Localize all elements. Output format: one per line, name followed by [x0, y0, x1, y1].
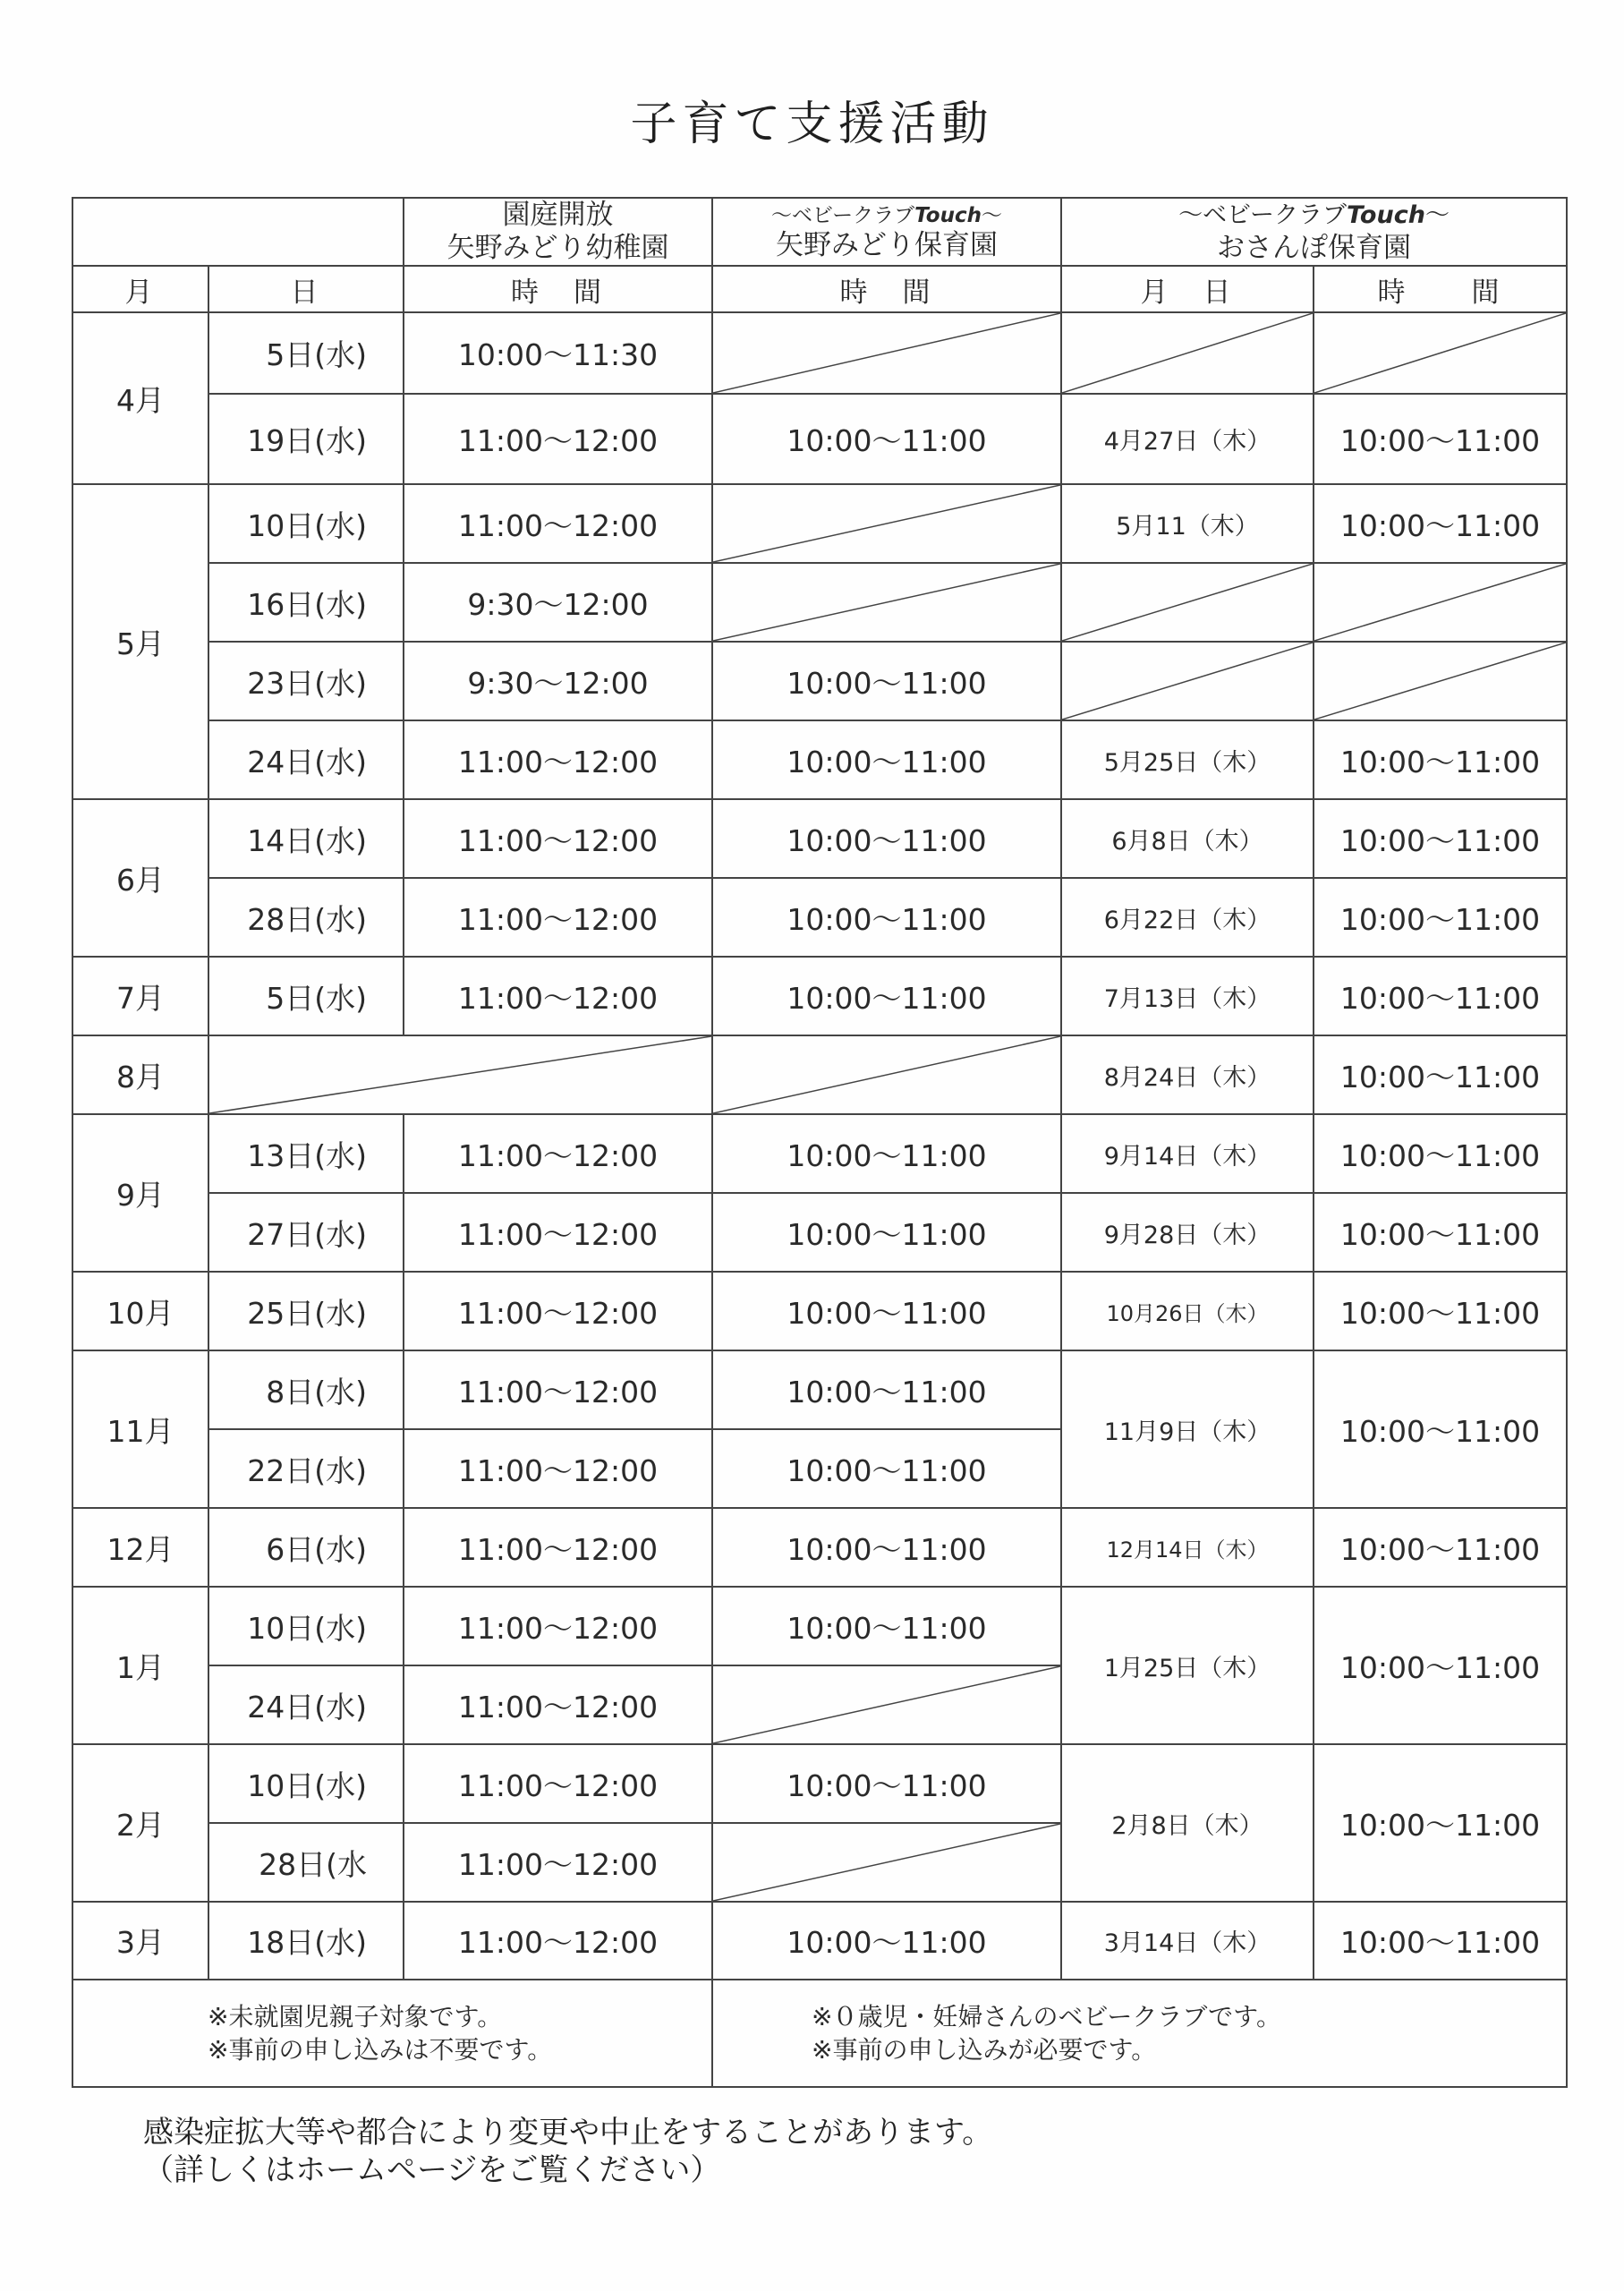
table-row [72, 1035, 1567, 1114]
osanpo-date-cell: 6月22日（木） [1061, 878, 1314, 957]
header-blank-cell [72, 198, 404, 266]
osanpo-time-cell: 10:00～11:00 [1314, 720, 1567, 799]
osanpo-time-cell: 10:00～11:00 [1314, 799, 1567, 878]
day-cell: 24日(水) [208, 1665, 404, 1744]
day-cell: 6日(水) [208, 1508, 404, 1587]
col-month: 月 [72, 266, 208, 312]
hoikuen-time-cell: 10:00～11:00 [712, 878, 1061, 957]
osanpo-time-cell: 10:00～11:00 [1314, 484, 1567, 563]
osanpo-time-cell: 10:00～11:00 [1314, 1587, 1567, 1744]
garden-time-cell: 11:00～12:00 [404, 1508, 712, 1587]
garden-time-cell: 11:00～12:00 [404, 1744, 712, 1823]
garden-time-cell: 11:00～12:00 [404, 1902, 712, 1980]
babyclub-tilde: ～ [982, 203, 1002, 227]
day-cell: 18日(水) [208, 1902, 404, 1980]
month-cell: 7月 [72, 957, 208, 1035]
empty-slash-cell [208, 1035, 712, 1114]
header-garden-open [404, 198, 712, 266]
osanpo-time-cell: 10:00～11:00 [1314, 1902, 1567, 1980]
hoikuen-time-cell: 10:00～11:00 [712, 1272, 1061, 1350]
col-monthday-osanpo: 月 日 [1061, 266, 1314, 312]
hoikuen-time-cell: 10:00～11:00 [712, 1429, 1061, 1508]
osanpo-time-cell: 10:00～11:00 [1314, 1508, 1567, 1587]
table-row [72, 957, 1567, 1035]
garden-time-cell: 9:30～12:00 [404, 563, 712, 642]
empty-slash-cell [712, 1823, 1061, 1902]
month-cell: 3月 [72, 1902, 208, 1980]
babyclub-label: ～ベビークラブ [770, 203, 915, 227]
garden-time-cell: 9:30～12:00 [404, 642, 712, 720]
garden-time-cell: 10:00～11:30 [404, 312, 712, 394]
table-row [72, 1587, 1567, 1665]
table-row [72, 394, 1567, 484]
table-row [72, 642, 1567, 720]
osanpo-date-cell: 9月28日（木） [1061, 1193, 1314, 1272]
garden-time-cell: 11:00～12:00 [404, 1587, 712, 1665]
month-cell: 9月 [72, 1114, 208, 1272]
garden-time-cell: 11:00～12:00 [404, 878, 712, 957]
empty-slash-cell [712, 1665, 1061, 1744]
footer-notice [143, 2114, 992, 2189]
touch-label: Touch [914, 203, 982, 227]
table-row [72, 878, 1567, 957]
empty-slash-cell [1314, 312, 1567, 394]
osanpo-time-cell: 10:00～11:00 [1314, 1272, 1567, 1350]
osanpo-date-cell: 6月8日（木） [1061, 799, 1314, 878]
garden-time-cell: 11:00～12:00 [404, 394, 712, 484]
day-cell: 10日(水) [208, 484, 404, 563]
table-row [72, 720, 1567, 799]
osanpo-date-cell: 10月26日（木） [1061, 1272, 1314, 1350]
month-cell: 8月 [72, 1035, 208, 1114]
note-line: ※未就園児親子対象です。 [208, 2002, 503, 2031]
day-cell: 10日(水) [208, 1587, 404, 1665]
month-cell: 6月 [72, 799, 208, 957]
hoikuen-time-cell: 10:00～11:00 [712, 1902, 1061, 1980]
empty-slash-cell [712, 1035, 1061, 1114]
header-row-2 [72, 266, 1567, 312]
osanpo-time-cell: 10:00～11:00 [1314, 878, 1567, 957]
table-row [72, 563, 1567, 642]
empty-slash-cell [1314, 642, 1567, 720]
osanpo-time-cell: 10:00～11:00 [1314, 957, 1567, 1035]
hoikuen-time-cell: 10:00～11:00 [712, 1587, 1061, 1665]
osanpo-date-cell: 1月25日（木） [1061, 1587, 1314, 1744]
table-row [72, 1114, 1567, 1193]
osanpo-date-cell: 5月25日（木） [1061, 720, 1314, 799]
table-row [72, 1193, 1567, 1272]
day-cell: 10日(水) [208, 1744, 404, 1823]
table-row [72, 1272, 1567, 1350]
day-cell: 23日(水) [208, 642, 404, 720]
notes-babyclub [712, 1980, 1567, 2087]
garden-time-cell: 11:00～12:00 [404, 799, 712, 878]
day-cell: 13日(水) [208, 1114, 404, 1193]
day-cell: 14日(水) [208, 799, 404, 878]
empty-slash-cell [1314, 563, 1567, 642]
empty-slash-cell [712, 484, 1061, 563]
col-time-garden: 時 間 [404, 266, 712, 312]
month-cell: 2月 [72, 1744, 208, 1902]
day-cell: 25日(水) [208, 1272, 404, 1350]
hoikuen-time-cell: 10:00～11:00 [712, 1350, 1061, 1429]
empty-slash-cell [1061, 312, 1314, 394]
garden-time-cell: 11:00～12:00 [404, 957, 712, 1035]
garden-time-cell: 11:00～12:00 [404, 1193, 712, 1272]
garden-time-cell: 11:00～12:00 [404, 1429, 712, 1508]
header-babyclub-hoikuen [712, 198, 1061, 266]
osanpo-time-cell: 10:00～11:00 [1314, 1193, 1567, 1272]
month-cell: 4月 [72, 312, 208, 484]
table-row [72, 1350, 1567, 1429]
header-babyclub-osanpo [1061, 198, 1567, 266]
day-cell: 16日(水) [208, 563, 404, 642]
hoikuen-time-cell: 10:00～11:00 [712, 642, 1061, 720]
empty-slash-cell [1061, 563, 1314, 642]
hoikuen-time-cell: 10:00～11:00 [712, 799, 1061, 878]
osanpo-time-cell: 10:00～11:00 [1314, 1114, 1567, 1193]
osanpo-date-cell: 9月14日（木） [1061, 1114, 1314, 1193]
hoikuen-name: 矢野みどり保育園 [776, 228, 998, 261]
note-line: ※０歳児・妊婦さんのベビークラブです。 [812, 2002, 1281, 2031]
osanpo-date-cell: 5月11（木） [1061, 484, 1314, 563]
notes-garden [72, 1980, 712, 2087]
kindergarten-name: 矢野みどり幼稚園 [446, 232, 669, 264]
osanpo-date-cell: 7月13日（木） [1061, 957, 1314, 1035]
table-row [72, 484, 1567, 563]
month-cell: 5月 [72, 484, 208, 799]
month-cell: 12月 [72, 1508, 208, 1587]
table-row [72, 312, 1567, 394]
garden-open-title: 園庭開放 [502, 199, 614, 231]
table-row [72, 1744, 1567, 1823]
page-title: 子育て支援活動 [630, 98, 994, 151]
day-cell: 27日(水) [208, 1193, 404, 1272]
hoikuen-time-cell: 10:00～11:00 [712, 1114, 1061, 1193]
garden-time-cell: 11:00～12:00 [404, 1823, 712, 1902]
garden-time-cell: 11:00～12:00 [404, 484, 712, 563]
table-row [72, 1902, 1567, 1980]
empty-slash-cell [712, 312, 1061, 394]
osanpo-name: おさんぽ保育園 [1217, 232, 1411, 264]
hoikuen-time-cell: 10:00～11:00 [712, 957, 1061, 1035]
osanpo-time-cell: 10:00～11:00 [1314, 1350, 1567, 1508]
osanpo-date-cell: 8月24日（木） [1061, 1035, 1314, 1114]
babyclub-tilde: ～ [1424, 201, 1450, 229]
day-cell: 28日(水 [208, 1823, 404, 1902]
footer-line: （詳しくはホームページをご覧ください） [143, 2152, 721, 2188]
empty-slash-cell [712, 563, 1061, 642]
osanpo-date-cell: 4月27日（木） [1061, 394, 1314, 484]
day-cell: 28日(水) [208, 878, 404, 957]
garden-time-cell: 11:00～12:00 [404, 1114, 712, 1193]
day-cell: 5日(水) [208, 957, 404, 1035]
garden-time-cell: 11:00～12:00 [404, 1665, 712, 1744]
touch-label: Touch [1347, 201, 1425, 229]
footer-line: 感染症拡大等や都合により変更や中止をすることがあります。 [143, 2115, 993, 2150]
month-cell: 1月 [72, 1587, 208, 1744]
col-day: 日 [208, 266, 404, 312]
garden-time-cell: 11:00～12:00 [404, 1272, 712, 1350]
note-line: ※事前の申し込みが必要です。 [812, 2035, 1157, 2065]
day-cell: 24日(水) [208, 720, 404, 799]
hoikuen-time-cell: 10:00～11:00 [712, 1508, 1061, 1587]
osanpo-time-cell: 10:00～11:00 [1314, 1744, 1567, 1902]
day-cell: 8日(水) [208, 1350, 404, 1429]
hoikuen-time-cell: 10:00～11:00 [712, 394, 1061, 484]
hoikuen-time-cell: 10:00～11:00 [712, 1744, 1061, 1823]
garden-time-cell: 11:00～12:00 [404, 720, 712, 799]
osanpo-time-cell: 10:00～11:00 [1314, 394, 1567, 484]
hoikuen-time-cell: 10:00～11:00 [712, 720, 1061, 799]
header-row-1 [72, 198, 1567, 266]
note-line: ※事前の申し込みは不要です。 [208, 2035, 553, 2065]
empty-slash-cell [1061, 642, 1314, 720]
col-time-hoikuen: 時 間 [712, 266, 1061, 312]
table-row [72, 1508, 1567, 1587]
day-cell: 19日(水) [208, 394, 404, 484]
osanpo-date-cell: 2月8日（木） [1061, 1744, 1314, 1902]
osanpo-time-cell: 10:00～11:00 [1314, 1035, 1567, 1114]
babyclub-label: ～ベビークラブ [1178, 201, 1347, 229]
day-cell: 5日(水) [208, 312, 404, 394]
osanpo-date-cell: 11月9日（木） [1061, 1350, 1314, 1508]
month-cell: 11月 [72, 1350, 208, 1508]
notes-row [72, 1980, 1567, 2087]
schedule-table [72, 197, 1568, 2088]
table-row [72, 799, 1567, 878]
garden-time-cell: 11:00～12:00 [404, 1350, 712, 1429]
day-cell: 22日(水) [208, 1429, 404, 1508]
month-cell: 10月 [72, 1272, 208, 1350]
hoikuen-time-cell: 10:00～11:00 [712, 1193, 1061, 1272]
osanpo-date-cell: 12月14日（木） [1061, 1508, 1314, 1587]
col-time-osanpo: 時 間 [1314, 266, 1567, 312]
osanpo-date-cell: 3月14日（木） [1061, 1902, 1314, 1980]
